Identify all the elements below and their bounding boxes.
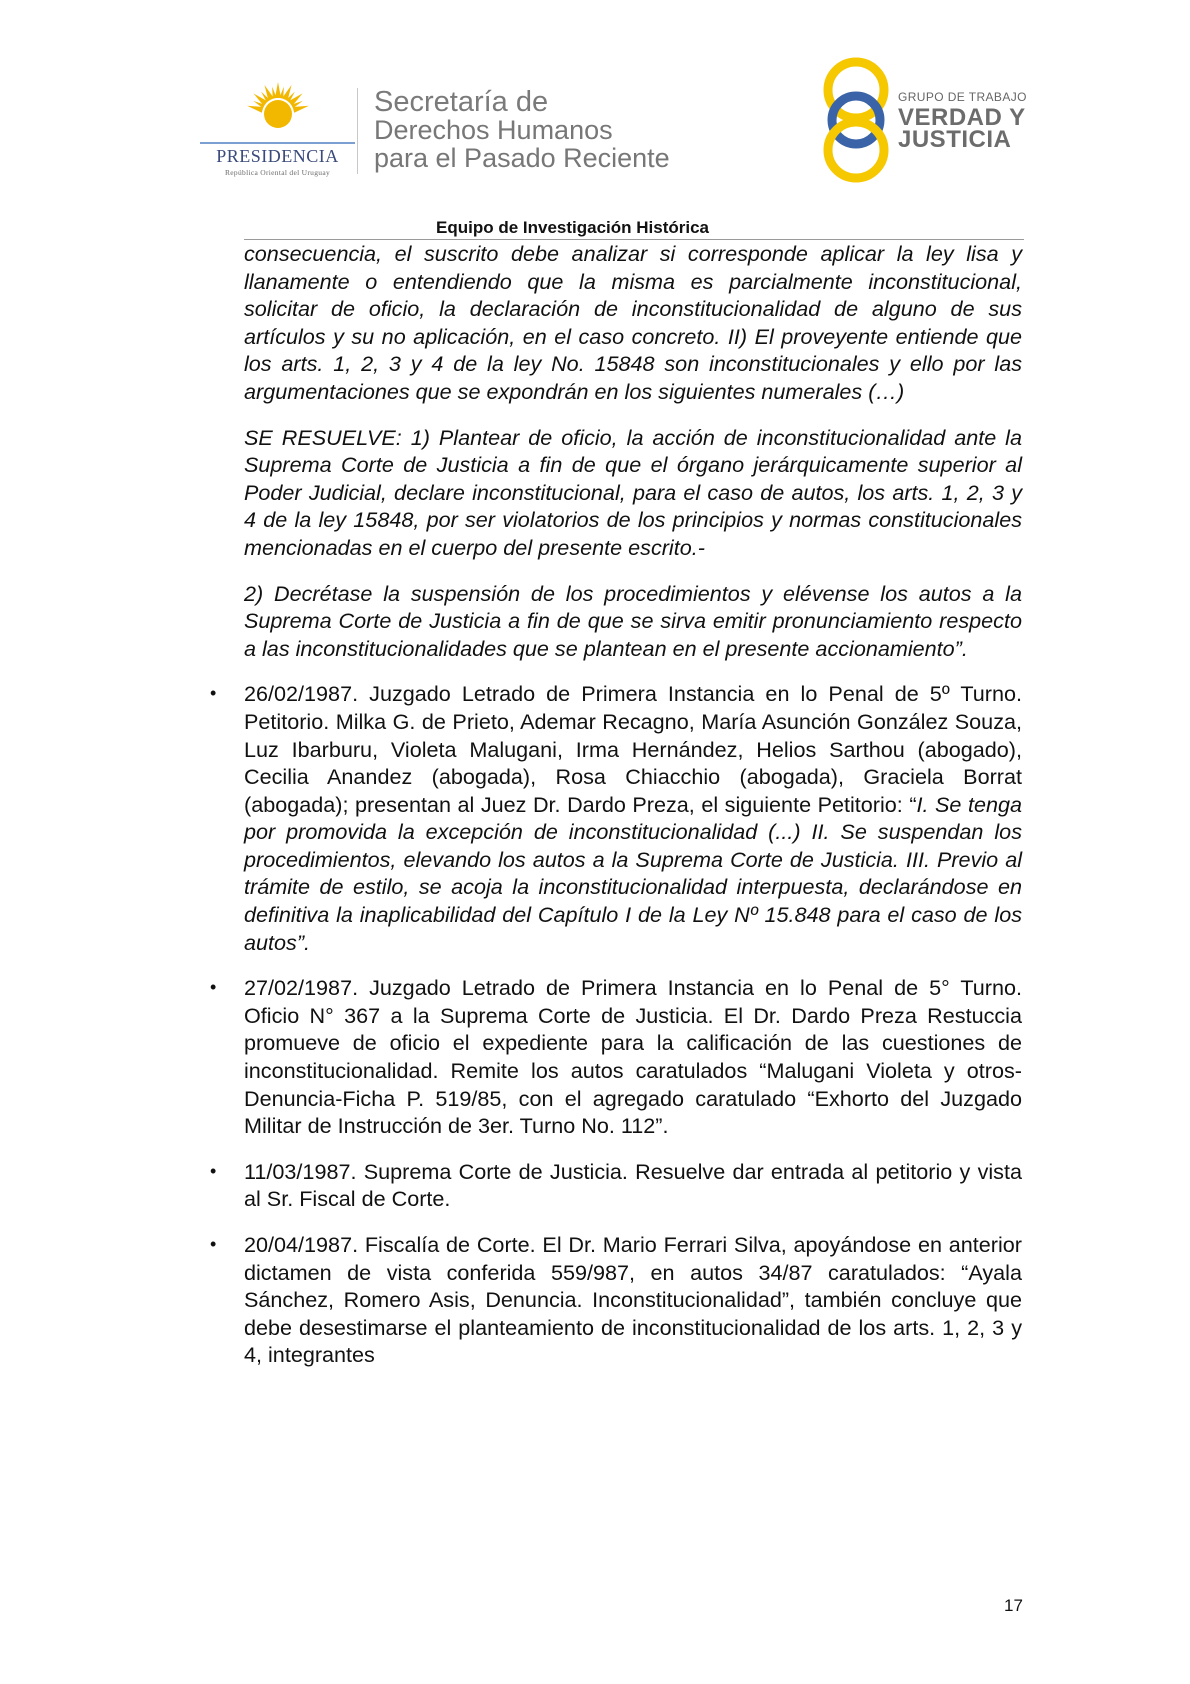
grupo-trabajo-logo: [820, 54, 1040, 184]
grupo-top-label: GRUPO DE TRABAJO: [898, 90, 1027, 104]
secretaria-logo-text: [374, 88, 670, 172]
grupo-line-2: JUSTICIA: [898, 126, 1012, 153]
presidencia-subtitle: República Oriental del Uruguay: [224, 168, 330, 177]
bullet-1-text: 26/02/1987. Juzgado Letrado de Primera Instancia en lo Penal de 5º Turno. Petitorio. Milka G. de Prieto, Ademar Recagno, María Asunción González Souza, Luz Ibarburu, Violeta Malugani, Irma Hernández, Helios Sarthou (abogado), Cecilia Anandez (abogada), Rosa Chiacchio (abogada), Graciela Borrat (abogada); presentan al Juez Dr. Dardo Preza, el siguiente Petitorio: “: [244, 681, 1022, 817]
list-item: [244, 680, 1022, 956]
grupo-line-1: VERDAD Y: [898, 104, 1026, 131]
bullet-4-text: 20/04/1987. Fiscalía de Corte. El Dr. Mario Ferrari Silva, apoyándose en anterior dictamen de vista conferida 559/987, en autos 34/87 caratulados: “Ayala Sánchez, Romero Asis, Denuncia. Inconstitucionalidad”, también concluye que debe desestimarse el planteamiento de inconstitucionalidad de los arts. 1, 2, 3 y 4, integrantes: [244, 1232, 1022, 1368]
list-item: [244, 1231, 1022, 1369]
quote-paragraph-1: consecuencia, el suscrito debe analizar si corresponde aplicar la ley lisa y llanamente o entendiendo que la misma es parcialmente inconstitucional, solicitar de oficio, la declaración de inconstitucionalidad de alguno de sus artículos y su no aplicación, en el caso concreto. II) El proveyente entiende que los arts. 1, 2, 3 y 4 de la ley No. 15848 son inconstitucionales y ello por las argumentaciones que se expondrán en los siguientes numerales (…): [244, 241, 1022, 404]
team-title: Equipo de Investigación Histórica: [436, 218, 709, 237]
presidencia-name: PRESIDENCIA: [216, 146, 339, 166]
sun-emblem-icon: [235, 80, 321, 144]
secretaria-line-1: Secretaría de: [374, 86, 549, 118]
list-item: [244, 1158, 1022, 1213]
bullet-2-text: 27/02/1987. Juzgado Letrado de Primera Instancia en lo Penal de 5° Turno. Oficio N° 367 a la Suprema Corte de Justicia. El Dr. Dardo Preza Restuccia promueve de oficio el expediente para la calificación de las cuestiones de inconstitucionalidad. Remite los autos caratulados “Malugani Violeta y otros-Denuncia-Ficha P. 519/85, con el agregado caratulado “Exhorto del Juzgado Militar de Instrucción de 3er. Turno No. 112”.: [244, 975, 1022, 1139]
chronology-list: [244, 680, 1022, 1369]
list-item: [244, 974, 1022, 1140]
page-number: 17: [1004, 1596, 1023, 1615]
logo-divider: [357, 88, 358, 174]
secretaria-line-2: Derechos Humanos: [374, 115, 613, 145]
bullet-1-quote: I. Se tenga por promovida la excepción de inconstitucionalidad (...) II. Se suspendan los procedimientos, elevando los autos a la Suprema Corte de Justicia. III. Previo al trámite de estilo, se acoja la inconstitucionalidad interpuesta, declarándose en definitiva la inaplicabilidad del Capítulo I de la Ley Nº 15.848 para el caso de los autos”.: [244, 791, 1022, 955]
document-body: [244, 240, 1022, 1369]
page-header: [0, 0, 1190, 240]
quote-paragraph-3: 2) Decrétase la suspensión de los procedimientos y elévense los autos a la Suprema Corte de Justicia a fin de que se sirva emitir pronunciamiento respecto a las inconstitucionalidades que se plantean en el presente accionamiento”.: [244, 580, 1022, 661]
presidencia-rule: [200, 142, 355, 144]
presidencia-logo: [200, 80, 360, 180]
grupo-rings-icon: [820, 54, 896, 184]
secretaria-line-3: para el Pasado Reciente: [374, 143, 670, 173]
quote-paragraph-2: SE RESUELVE: 1) Plantear de oficio, la acción de inconstitucionalidad ante la Suprema Corte de Justicia a fin de que el órgano jerárquicamente superior al Poder Judicial, declare inconstitucional, para el caso de autos, los arts. 1, 2, 3 y 4 de la ley 15848, por ser violatorios de los principios y normas constitucionales mencionadas en el cuerpo del presente escrito.-: [244, 424, 1022, 560]
bullet-3-text: 11/03/1987. Suprema Corte de Justicia. Resuelve dar entrada al petitorio y vista al Sr. Fiscal de Corte.: [244, 1158, 1022, 1212]
